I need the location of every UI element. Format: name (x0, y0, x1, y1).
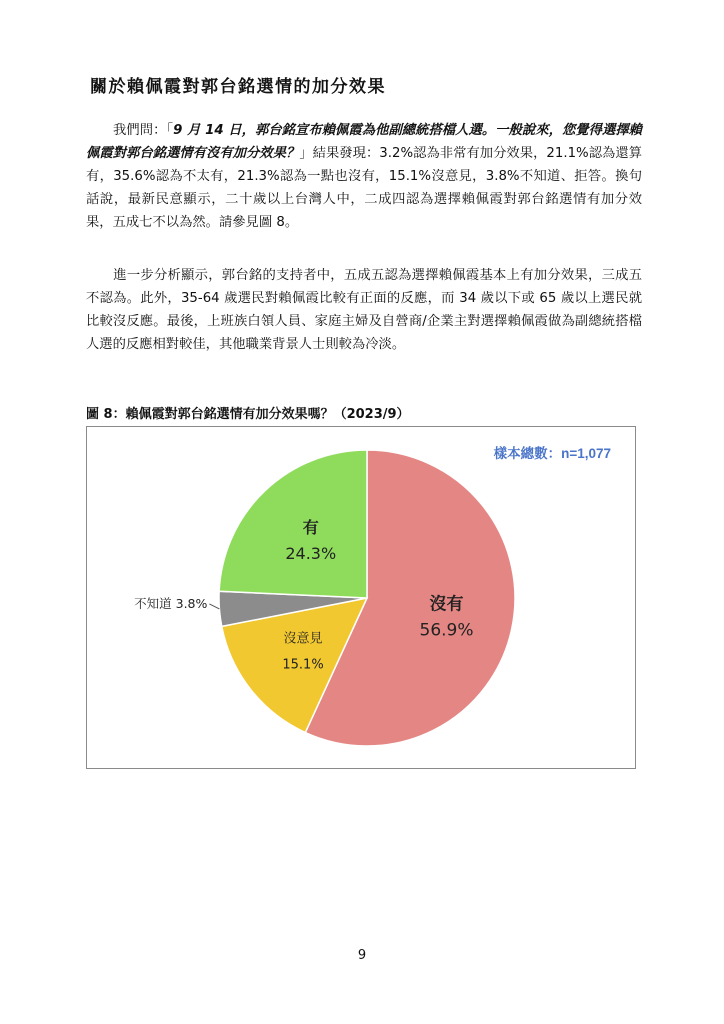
slice-label-0: 沒有 (429, 594, 464, 615)
paragraph-1-lead: 我們問：「 (113, 123, 174, 138)
paragraph-1 (86, 119, 642, 234)
leader-line-2 (209, 604, 219, 609)
section-heading: 關於賴佩霞對郭台銘選情的加分效果 (90, 77, 386, 97)
paragraph-1-results: 」結果發現：3.2%認為非常有加分效果，21.1%認為還算有，35.6%認為不太有，21.3%認為一點也沒有，15.1%沒意見，3.8%不知道、拒答。換句話說，最新民意顯示，二十歲以上台灣人中，二成四認為選擇賴佩霞對郭台銘選情有加分效果，五成七不以為然。請參見圖 8。 (86, 146, 642, 230)
survey-question: 9 月 14 日，郭台銘宣布賴佩霞為他副總統搭檔人選。一般說來，您覺得選擇賴佩霞對郭台銘選情有沒有加分效果？ (86, 123, 642, 161)
slice-value-1: 15.1% (282, 657, 324, 673)
pie-chart-frame (86, 426, 636, 769)
pie-slice-3 (219, 450, 367, 598)
slice-label-1: 沒意見 (283, 631, 323, 647)
slice-label-3: 有 (302, 518, 319, 538)
sample-size-note: 樣本總數：n=1,077 (493, 446, 611, 461)
paragraph-2 (86, 264, 642, 356)
page-number: 9 (357, 948, 367, 963)
paragraph-2-text: 進一步分析顯示，郭台銘的支持者中，五成五認為選擇賴佩霞基本上有加分效果，三成五不認為。此外，35-64 歲選民對賴佩霞比較有正面的反應，而 34 歲以下或 65 歲以上選民就比較沒反應。最後，上班族白領人員、家庭主婦及自營商/企業主對選擇賴佩霞做為副總統搭檔人選的反應相對較佳，其他職業背景人士則較為冷淡。 (86, 268, 642, 352)
pie-chart (87, 427, 635, 768)
figure-title: 圖 8：賴佩霞對郭台銘選情有加分效果嗎？（2023/9） (86, 407, 410, 422)
slice-label-2: 不知道 3.8% (134, 595, 208, 611)
slice-value-3: 24.3% (285, 544, 337, 564)
slice-value-0: 56.9% (419, 620, 474, 641)
